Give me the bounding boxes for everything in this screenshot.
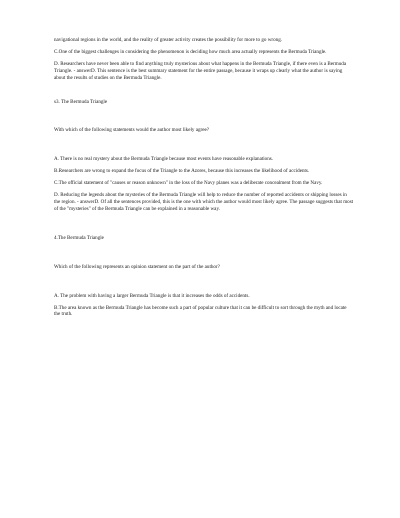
intro-option-c: C.One of the biggest challenges in considering the phenomenon is deciding how much area actually represents the Bermuda Triangle. xyxy=(54,48,327,55)
q3-option-d-answer: D. Reducing the legends about the mysteries of the Bermuda Triangle will help to reduce the number of reported accidents or shipping losses in the region. - answerD. Of all the sentences provided, this is the one with which the author would most likely agree. The passage suggests that most of the "mysteries" of the Bermuda Triangle can be explained in a reasonable way. xyxy=(54,192,354,212)
q4-option-b: B.The area known as the Bermuda Triangle has become such a part of popular culture that it can be difficult to sort through the myth and locate the truth. xyxy=(54,304,347,318)
section3-title: s3. The Bermuda Triangle xyxy=(54,98,108,105)
q3-option-c: C.The official statement of "causes or reason unknown" in the loss of the Navy planes was a deliberate concealment from the Navy. xyxy=(54,180,323,187)
q3-question: With which of the following statements would the author most likely agree? xyxy=(54,127,209,134)
q3-option-a: A. There is no real mystery about the Bermuda Triangle because most events have reasonable explanations. xyxy=(54,156,274,163)
intro-tail-paragraph: navigational regions in the world, and the reality of greater activity creates the possibility for more to go wrong. xyxy=(54,37,283,43)
q3-option-b: B.Researchers are wrong to expand the focus of the Triangle to the Azores, because this increases the likelihood of accidents. xyxy=(54,168,310,175)
intro-option-d-answer: D. Researchers have never been able to find anything truly mysterious about what happens in the Bermuda Triangle, if there even is a Bermuda Triangle. - answerD. This sentence is the best summary statement for the entire passage, because it wraps up clearly what the author is saying about the results of studies on the Bermuda Triangle. xyxy=(54,60,347,81)
q4-question: Which of the following represents an opinion statement on the part of the author? xyxy=(54,263,220,270)
document-page xyxy=(54,37,354,318)
section4-title: 4.The Bermuda Triangle xyxy=(54,234,104,241)
q4-option-a: A. The problem with having a larger Bermuda Triangle is that it increases the odds of accidents. xyxy=(54,292,250,299)
